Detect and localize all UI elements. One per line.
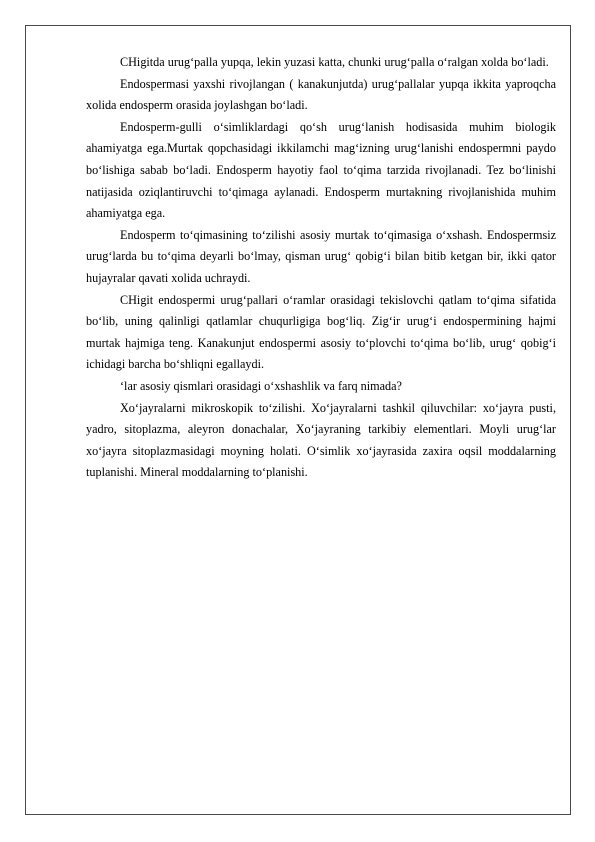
paragraph-question: ‘lar asosiy qismlari orasidagi o‘xshashlik va farq nimada? <box>120 378 402 393</box>
paragraph-endosperm-structure: Endosperm to‘qimasining to‘zilishi asosiy murtak to‘qimasiga o‘xshash. Endospermsiz urug‘larda bu to‘qima deyarli bo‘lmay, qisman urug‘ qobig‘i bilan bitib ketgan bir, ikki qator hujayralar qavati xolida uchraydi. <box>86 227 556 285</box>
paragraph-cotton-endosperm: CHigit endospermi urug‘pallari o‘ramlar orasidagi tekislovchi qatlam to‘qima sifatida bo‘lib, uning qalinligi qatlamlar chuqurligiga bog‘liq. Zig‘ir urug‘i endospermining hajmi murtak hajmiga teng. Kanakunjut endospermi asosiy to‘plovchi to‘qima bo‘lib, urug‘ qobig‘i ichidagi barcha bo‘shliqni egallaydi. <box>86 292 556 372</box>
paragraph-castor-cotyledons: Endospermasi yaxshi rivojlangan ( kanakunjutda) urug‘pallalar yupqa ikkita yaproqcha xolida endosperm orasida joylashgan bo‘ladi. <box>86 76 556 113</box>
document-body <box>86 52 556 484</box>
paragraph-seed-cotyledon: CHigitda urug‘palla yupqa, lekin yuzasi katta, chunki urug‘palla o‘ralgan xolda bo‘ladi. <box>120 55 549 69</box>
paragraph-cell-structure: Xo‘jayralarni mikroskopik to‘zilishi. Xo‘jayralarni tashkil qiluvchilar: xo‘jayra pusti, yadro, sitoplazma, aleyron donachalar, Xo‘jayraning tarkibiy elementlari. Moyli urug‘lar xo‘jayra sitoplazmasidagi moyning holati. O‘simlik xo‘jayrasida zaxira oqsil moddalarning tuplanishi. Mineral moddalarning to‘planishi. <box>86 400 556 480</box>
paragraph-endosperm-importance: Endosperm-gulli o‘simliklardagi qo‘sh urug‘lanish hodisasida muhim biologik ahamiyatga ega.Murtak qopchasidagi ikkilamchi mag‘izning urug‘lanishi endospermni paydo bo‘lishiga sabab bo‘ladi. Endosperm hayotiy faol to‘qima tarzida rivojlanadi. Tez bo‘linishi natijasida oziqlantiruvchi to‘qimaga aylanadi. Endosperm murtakning rivojlanishida muhim ahamiyatga ega. <box>86 119 556 221</box>
